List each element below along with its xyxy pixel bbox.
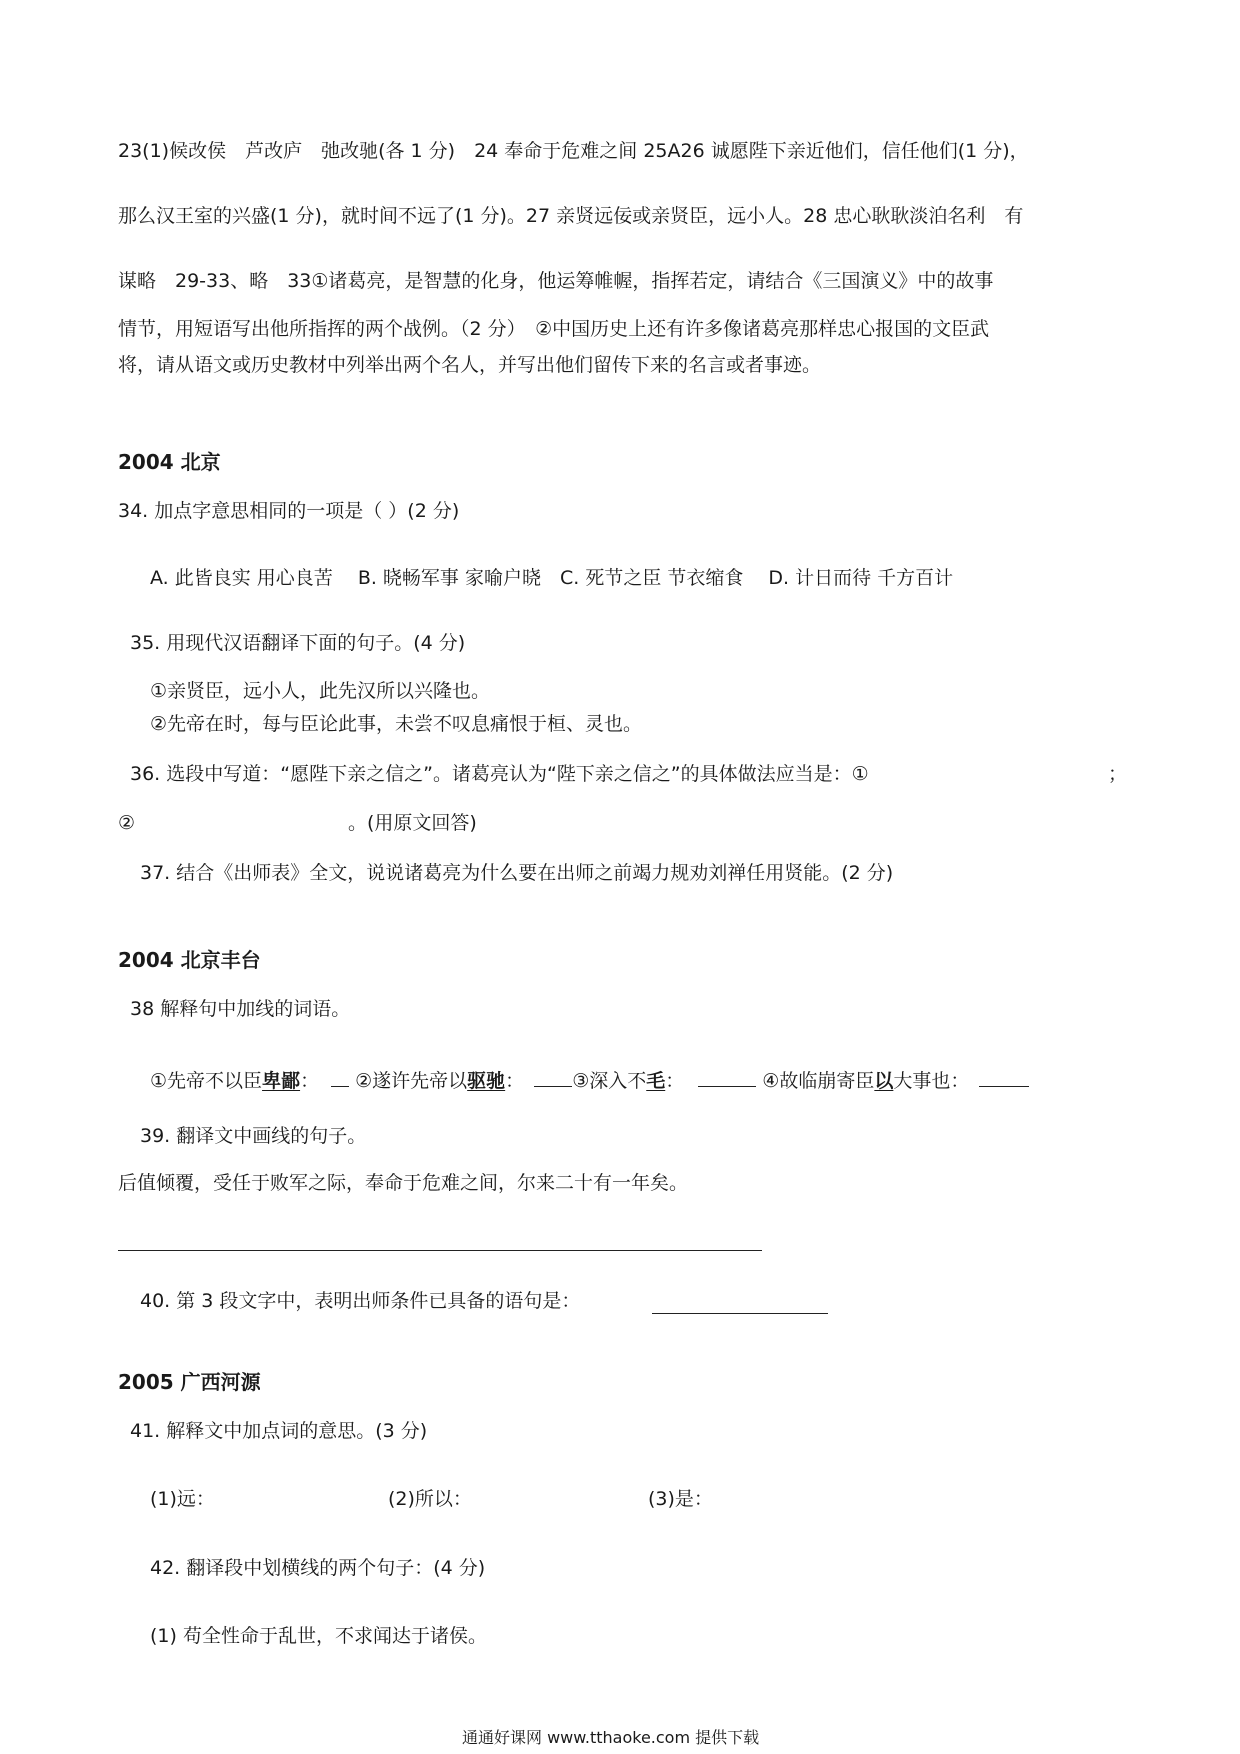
question-35-sentence-1: ①亲贤臣，远小人，此先汉所以兴隆也。 [150, 680, 491, 702]
answer-line-3: 谋略 29-33、略 33①诸葛亮，是智慧的化身，他运筹帷幄，指挥若定，请结合《三国演义》中的故事 [118, 270, 994, 292]
question-40-answer-line[interactable] [652, 1313, 828, 1314]
question-37: 37. 结合《出师表》全文，说说诸葛亮为什么要在出师之前竭力规劝刘禅任用贤能。(2 分) [140, 862, 894, 884]
question-34-options: A. 此皆良实 用心良苦 B. 晓畅军事 家喻户晓 C. 死节之臣 节衣缩食 D. 计日而待 千方百计 [150, 567, 954, 589]
q38-underlined-word-4: 以 [874, 1070, 894, 1092]
question-41-item-3: (3)是： [648, 1488, 713, 1510]
section-title-2004-beijing: 2004 北京 [118, 450, 221, 474]
q38-underlined-word-2: 驱驰 [467, 1070, 506, 1092]
q38-text-4: ： [505, 1070, 525, 1092]
question-42-sentence-1: (1) 苟全性命于乱世，不求闻达于诸侯。 [150, 1625, 487, 1647]
q38-text-1: ①先帝不以臣 [150, 1070, 263, 1092]
q38-underlined-word-1: 卑鄙 [262, 1070, 301, 1092]
q38-text-6: ： [665, 1070, 685, 1092]
question-38: 38 解释句中加线的词语。 [130, 998, 351, 1020]
section-title-2004-fengtai: 2004 北京丰台 [118, 948, 261, 972]
q38-text-5: ③深入不 [572, 1070, 647, 1092]
question-36: 36. 选段中写道：“愿陛下亲之信之”。诸葛亮认为“陛下亲之信之”的具体做法应当是：① [130, 763, 869, 785]
q38-answer-blank-4[interactable] [979, 1068, 1029, 1087]
question-41-item-2: (2)所以： [388, 1488, 472, 1510]
q38-text-8: 大事也： [893, 1070, 970, 1092]
question-36-semicolon: ； [1108, 763, 1128, 785]
question-42: 42. 翻译段中划横线的两个句子：(4 分) [150, 1557, 486, 1579]
question-35-sentence-2: ②先帝在时，每与臣论此事，未尝不叹息痛恨于桓、灵也。 [150, 713, 643, 735]
answer-line-1: 23(1)候改侯 芦改庐 弛改驰(各 1 分) 24 奉命于危难之间 25A26 诚愿陛下亲近他们，信任他们(1 分)， [118, 140, 1029, 162]
answer-line-2: 那么汉王室的兴盛(1 分)，就时间不远了(1 分)。27 亲贤远佞或亲贤臣，远小人。28 忠心耿耿淡泊名利 有 [118, 205, 1024, 227]
question-33-line-5: 将，请从语文或历史教材中列举出两个名人，并写出他们留传下来的名言或者事迹。 [118, 354, 822, 376]
q38-answer-blank-3[interactable] [698, 1068, 756, 1087]
q38-answer-blank-1[interactable] [331, 1068, 349, 1087]
question-41-item-1: (1)远： [150, 1488, 215, 1510]
section-title-2005-heyuan: 2005 广西河源 [118, 1370, 261, 1394]
q38-text-7: ④故临崩寄臣 [756, 1070, 875, 1092]
q38-answer-blank-2[interactable] [534, 1068, 572, 1087]
question-39: 39. 翻译文中画线的句子。 [140, 1125, 367, 1147]
q38-text-3: ②遂许先帝以 [349, 1070, 468, 1092]
question-39-answer-line[interactable] [118, 1250, 762, 1251]
question-39-text: 后值倾覆，受任于败军之际，奉命于危难之间，尔来二十有一年矣。 [118, 1172, 689, 1194]
question-35: 35. 用现代汉语翻译下面的句子。(4 分) [130, 632, 466, 654]
q38-text-2: ： [300, 1070, 320, 1092]
q38-underlined-word-3: 毛 [646, 1070, 666, 1092]
question-34: 34. 加点字意思相同的一项是（ ）(2 分) [118, 500, 460, 522]
question-36-note: 。(用原文回答) [348, 812, 477, 834]
question-41: 41. 解释文中加点词的意思。(3 分) [130, 1420, 428, 1442]
question-36-answer-2-label: ② [118, 812, 136, 834]
footer-download-credit: 通通好课网 www.tthaoke.com 提供下载 [462, 1728, 760, 1747]
question-33-line-4: 情节，用短语写出他所指挥的两个战例。（2 分） ②中国历史上还有许多像诸葛亮那样忠心报国的文臣武 [118, 318, 990, 340]
question-40: 40. 第 3 段文字中，表明出师条件已具备的语句是： [140, 1290, 581, 1312]
question-38-items [150, 1068, 1029, 1093]
